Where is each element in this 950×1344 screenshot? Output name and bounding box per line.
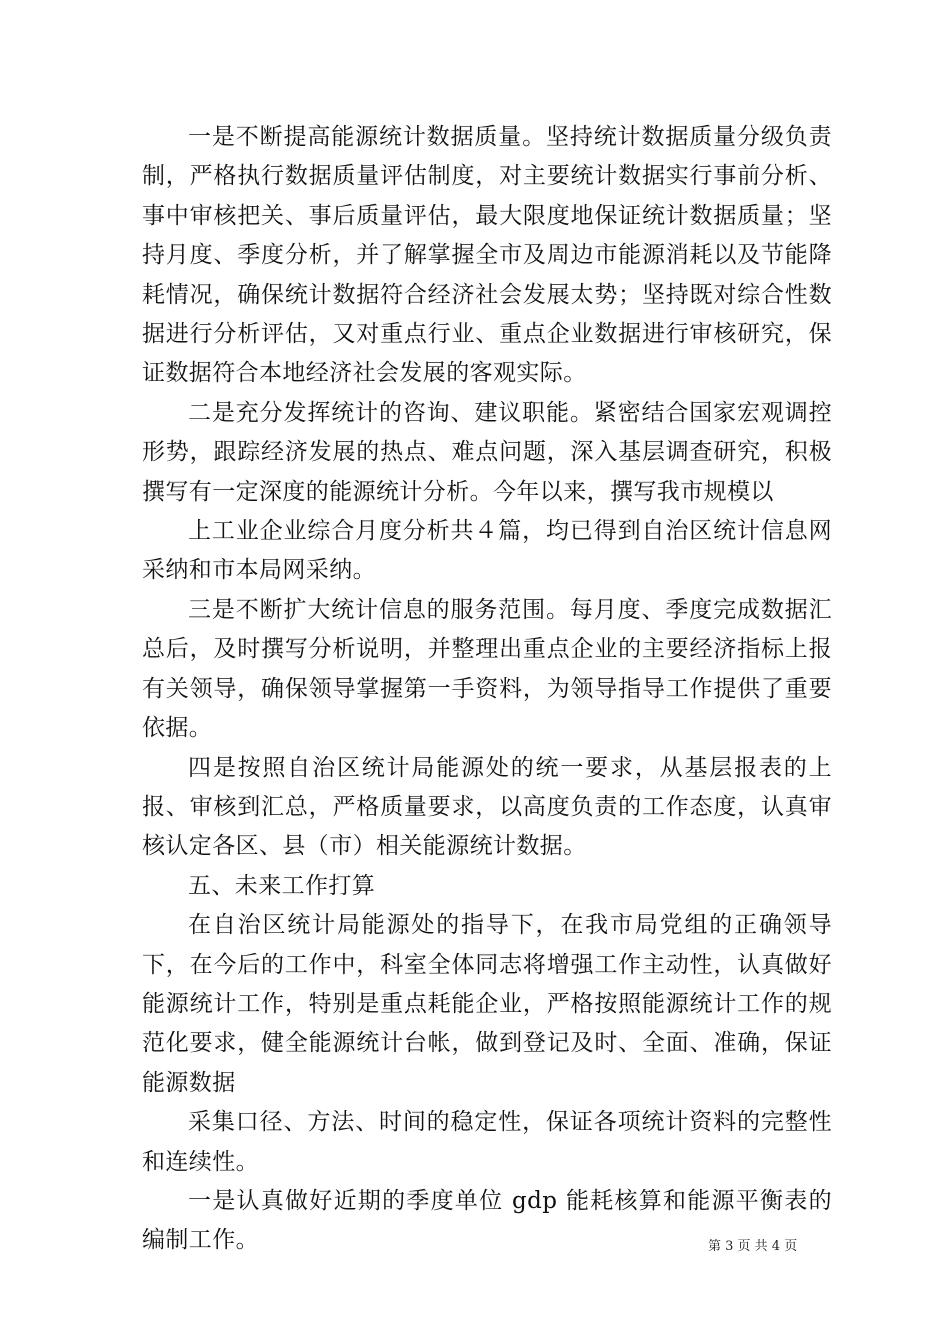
paragraph-consulting-function: 二是充分发挥统计的咨询、建议职能。紧密结合国家宏观调控形势，跟踪经济发展的热点、难点问题，深入基层调查研究，积极撰写有一定深度的能源统计分析。今年以来，撰写我市规模以 [142,399,832,505]
paragraph-gdp-energy-accounting: 一是认真做好近期的季度单位 gdp 能耗核算和能源平衡表的编制工作。 [142,1187,832,1254]
section-heading-future-plans: 五、未来工作打算 [188,872,376,899]
document-body [142,118,832,1261]
paragraph-future-guidance: 在自治区统计局能源处的指导下，在我市局党组的正确领导下，在今后的工作中，科室全体同志将增强工作主动性，认真做好能源统计工作，特别是重点耗能企业，严格按照能源统计工作的规范化要求，健全能源统计台帐，做到登记及时、全面、准确，保证能源数据 [142,912,832,1096]
paragraph-energy-data-quality: 一是不断提高能源统计数据质量。坚持统计数据质量分级负责制，严格执行数据质量评估制度，对主要统计数据实行事前分析、事中审核把关、事后质量评估，最大限度地保证统计数据质量；坚持月度、季度分析，并了解掌握全市及周边市能源消耗以及节能降耗情况，确保统计数据符合经济社会发展太势；坚持既对综合性数据进行分析评估，又对重点行业、重点企业数据进行审核研究，保证数据符合本地经济社会发展的客观实际。 [142,124,832,387]
paragraph-data-stability: 采集口径、方法、时间的稳定性，保证各项统计资料的完整性和连续性。 [142,1109,832,1175]
page-footer: 第 3 页 共 4 页 [708,1239,798,1254]
paragraph-monthly-analysis: 上工业企业综合月度分析共４篇，均已得到自治区统计信息网采纳和市本局网采纳。 [142,518,832,584]
paragraph-review-data: 四是按照自治区统计局能源处的统一要求，从基层报表的上报、审核到汇总，严格质量要求，以高度负责的工作态度，认真审核认定各区、县（市）相关能源统计数据。 [142,754,832,860]
paragraph-service-scope: 三是不断扩大统计信息的服务范围。每月度、季度完成数据汇总后，及时撰写分析说明，并整理出重点企业的主要经济指标上报有关领导，确保领导掌握第一手资料，为领导指导工作提供了重要依据。 [142,596,832,742]
